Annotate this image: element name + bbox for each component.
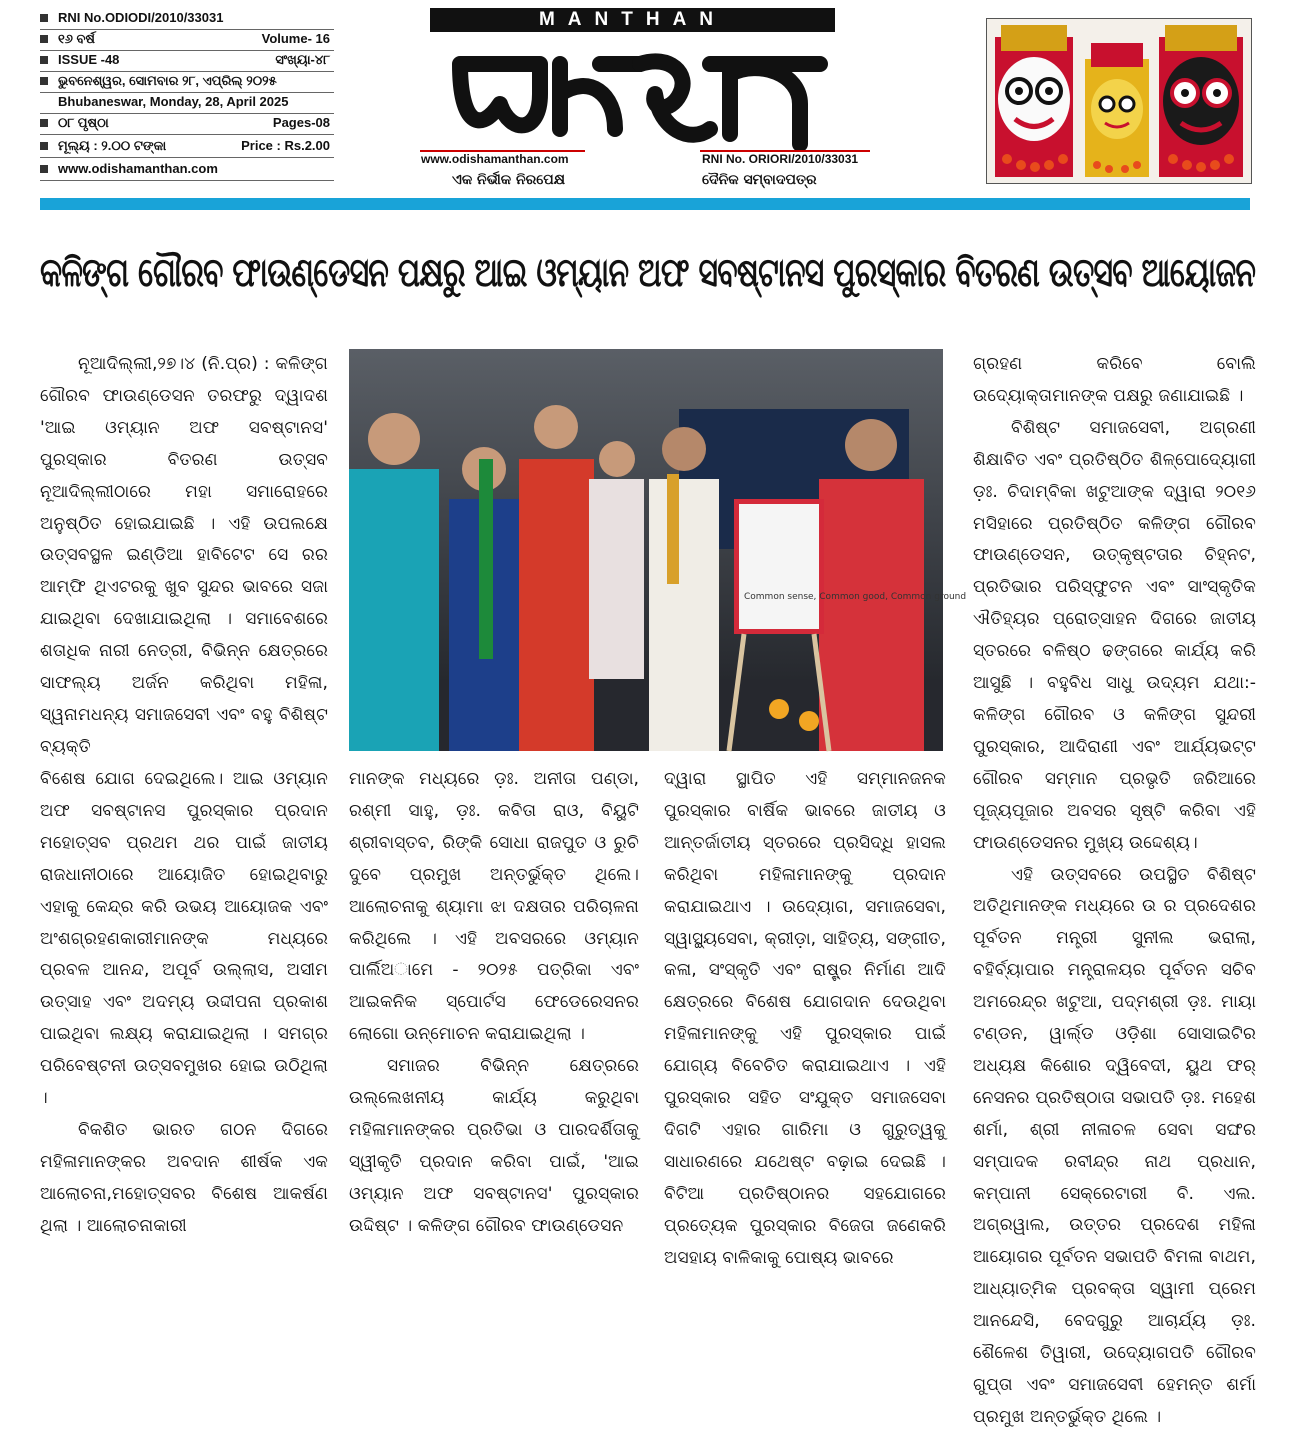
bullet-icon bbox=[40, 142, 48, 150]
article-col2-p2: ସମାଜର ବିଭିନ୍ନ କ୍ଷେତ୍ରରେ ଉଲ୍ଲେଖନୀୟ କାର୍ଯ୍ୟ କରୁଥିବା ମହିଳାମାନଙ୍କର ପ୍ରତିଭା ଓ ପାରଦର୍ଶିତାକୁ ସ୍ୱୀକୃତି ପ୍ରଦାନ କରିବା ପାଇଁ, 'ଆଇ ଓମ୍ୟାନ ଅଫ ସବଷ୍ଟାନସ' ପୁରସ୍କାର ଉଦ୍ଦିଷ୍ଟ । କଳିଙ୍ଗ ଗୌରବ ଫାଉଣ୍ଡେସନ bbox=[349, 1056, 639, 1236]
event-photo bbox=[349, 349, 967, 751]
bullet-icon bbox=[40, 14, 48, 22]
headline: କଳିଙ୍ଗ ଗୌରବ ଫାଉଣ୍ଡେସନ ପକ୍ଷରୁ ଆଇ ଓମ୍ୟାନ ଅଫ ସବଷ୍ଟାନସ ପୁରସ୍କାର ବିତରଣ ଉତ୍ସବ ଆୟୋଜନ bbox=[40, 250, 1256, 296]
deity-illustration bbox=[987, 19, 1251, 183]
article-col1-top: ନୂଆଦିଲ୍ଲୀ,୨୭।୪ (ନି.ପ୍ର) : କଳିଙ୍ଗ ଗୌରବ ଫାଉଣ୍ଡେସନ ତରଫରୁ ଦ୍ୱାଦଶ 'ଆଇ ଓମ୍ୟାନ ଅଫ ସବଷ୍ଟାନସ' ପୁରସ୍କାର ବିତରଣ ଉତ୍ସବ ନୂଆଦିଲ୍ଲୀଠାରେ ମହା ସମାରୋହରେ ଅନୁଷ୍ଠିତ ହୋଇଯାଇଛି । ଏହି ଉପଲକ୍ଷେ ଉତ୍ସବସ୍ଥଳ ଇଣ୍ଡିଆ ହାବିଟେଟ ସେ ରର ଆମ୍ଫି ଥିଏଟରକୁ ଖୁବ ସୁନ୍ଦର ଭାବରେ ସଜା ଯାଇଥିବା ଦେଖାଯାଇଥିଲା । ସମାବେଶରେ ଶତାଧିକ ନାରୀ ନେତ୍ରୀ, ବିଭିନ୍ନ କ୍ଷେତ୍ରରେ ସାଫଲ୍ୟ ଅର୍ଜନ କରିଥିବା ମହିଳା, ସ୍ୱନାମଧନ୍ୟ ସମାଜସେବୀ ଏବଂ ବହୁ ବିଶିଷ୍ଟ ବ୍ୟକ୍ତି bbox=[40, 354, 328, 757]
article-column-1-bottom bbox=[40, 764, 328, 1243]
svg-text:Common sense, Common good, Com: Common sense, Common good, Common ground bbox=[744, 592, 967, 602]
meta-issue: ISSUE -48 ସଂଖ୍ୟା-୪୮ bbox=[40, 50, 334, 72]
svg-text:ମନ୍ଥନ: ମନ୍ଥନ bbox=[440, 34, 443, 35]
manthan-logo bbox=[440, 34, 840, 162]
meta-volume: ୧୬ ବର୍ଷ Volume- 16 bbox=[40, 29, 334, 51]
meta-date-odia: ଭୁବନେଶ୍ୱର, ସୋମବାର ୨୮, ଏପ୍ରିଲ୍ ୨୦୨୫ bbox=[40, 71, 334, 93]
tagline-right: ଦୈନିକ ସମ୍ବାଦପତ୍ର bbox=[702, 172, 817, 188]
meta-pages: ୦୮ ପୃଷ୍ଠା Pages-08 bbox=[40, 113, 334, 135]
article-col4-p2: ବିଶିଷ୍ଟ ସମାଜସେବୀ, ଅଗ୍ରଣୀ ଶିକ୍ଷାବିତ ଏବଂ ପ୍ରତିଷ୍ଠିତ ଶିଳ୍ପୋଦ୍ୟୋଗୀ ଡ଼ଃ. ଚିଦାମ୍ବିକା ଖଟୁଆଙ୍କ ଦ୍ୱାରା ୨୦୧୬ ମସିହାରେ ପ୍ରତିଷ୍ଠିତ କଳିଙ୍ଗ ଗୌରବ ଫାଉଣ୍ଡେସନ, ଉତ୍କୃଷ୍ଟତାର ଚିହ୍ନଟ, ପ୍ରତିଭାର ପରିସ୍ଫୁଟନ ଏବଂ ସାଂସ୍କୃତିକ ଐତିହ୍ୟର ପ୍ରୋତ୍ସାହନ ଦିଗରେ ଜାତୀୟ ସ୍ତରରେ ବଳିଷ୍ଠ ଢଙ୍ଗରେ କାର୍ଯ୍ୟ କରି ଆସୁଛି । ବହୁବିଧ ସାଧୁ ଉଦ୍ୟମ ଯଥା:- କଳିଙ୍ଗ ଗୌରବ ଓ କଳିଙ୍ଗ ସୁନ୍ଦରୀ ପୁରସ୍କାର, ଆଦିରାଣୀ ଏବଂ ଆର୍ଯ୍ୟଭଟ୍ଟ ଗୌରବ ସମ୍ମାନ ପ୍ରଭୃତି ଜରିଆରେ ପୂଜ୍ୟପୂଜାର ଅବସର ସୃଷ୍ଟି କରିବା ଏହି ଫାଉଣ୍ଡେସନର ମୁଖ୍ୟ ଉଦ୍ଦେଶ୍ୟ। bbox=[973, 417, 1256, 853]
deity-image bbox=[986, 18, 1252, 184]
article-column-1 bbox=[40, 349, 328, 764]
logo-rni: RNI No. ORIORI/2010/33031 bbox=[702, 152, 859, 166]
tagline-left: ଏକ ନିର୍ଭୀକ ନିରପେକ୍ଷ bbox=[452, 172, 566, 188]
article-column-3 bbox=[664, 764, 946, 1275]
masthead-divider bbox=[40, 198, 1250, 210]
meta-price: ମୂଲ୍ୟ : ୨.୦୦ ଟଙ୍କା Price : Rs.2.00 bbox=[40, 136, 334, 158]
article-column-4 bbox=[973, 349, 1256, 1434]
meta-date-english: Bhubaneswar, Monday, 28, April 2025 bbox=[40, 92, 334, 114]
article-column-2 bbox=[349, 764, 639, 1243]
logo-website: www.odishamanthan.com bbox=[421, 152, 569, 166]
article-col3-p1: ଦ୍ୱାରା ସ୍ଥାପିତ ଏହି ସମ୍ମାନଜନକ ପୁରସ୍କାର ବାର୍ଷିକ ଭାବରେ ଜାତୀୟ ଓ ଆନ୍ତର୍ଜାତୀୟ ସ୍ତରରେ ପ୍ରସିଦ୍ଧି ହାସଲ କରିଥିବା ମହିଳାମାନଙ୍କୁ ପ୍ରଦାନ କରାଯାଇଥାଏ । ଉଦ୍ୟୋଗ, ସମାଜସେବା, ସ୍ୱାସ୍ଥ୍ୟସେବା, କ୍ରୀଡ଼ା, ସାହିତ୍ୟ, ସଙ୍ଗୀତ, କଳା, ସଂସ୍କୃତି ଏବଂ ରାଷ୍ଟ୍ର ନିର୍ମାଣ ଆଦି କ୍ଷେତ୍ରରେ ବିଶେଷ ଯୋଗଦାନ ଦେଉଥିବା ମହିଳାମାନଙ୍କୁ ଏହି ପୁରସ୍କାର ପାଇଁ ଯୋଗ୍ୟ ବିବେଚିତ କରାଯାଇଥାଏ । ଏହି ପୁରସ୍କାର ସହିତ ସଂଯୁକ୍ତ ସମାଜସେବା ଦିଗଟି ଏହାର ଗାରିମା ଓ ଗୁରୁତ୍ୱକୁ ସାଧାରଣରେ ଯଥେଷ୍ଟ ବଢ଼ାଇ ଦେଇଛି । ବିଟିଆ ପ୍ରତିଷ୍ଠାନର ସହଯୋଗରେ ପ୍ରତ୍ୟେକ ପୁରସ୍କାର ବିଜେତା ଜଣେକରି ଅସହାୟ ବାଳିକାକୁ ପୋଷ୍ୟ ଭାବରେ bbox=[664, 769, 946, 1268]
meta-website: www.odishamanthan.com bbox=[40, 159, 334, 181]
article-col1-p2: ବିକଶିତ ଭାରତ ଗଠନ ଦିଗରେ ମହିଳାମାନଙ୍କର ଅବଦାନ ଶୀର୍ଷକ ଏକ ଆଲୋଚନା,ମହୋତ୍ସବର ବିଶେଷ ଆକର୍ଷଣ ଥିଲା । ଆଲୋଚନାକାରୀ bbox=[40, 1119, 328, 1236]
bullet-icon bbox=[40, 35, 48, 43]
bullet-icon bbox=[40, 77, 48, 85]
article-col2-p1: ମାନଙ୍କ ମଧ୍ୟରେ ଡ଼ଃ. ଅନୀତା ପଣ୍ଡା, ରଶ୍ମୀ ସାହୁ, ଡ଼ଃ. କବିତା ରାଓ, ବିୟୁଟି ଶ୍ରୀବାସ୍ତବ, ରିଙ୍କି ସୋଧା ରାଜପୁତ ଓ ରୁଚି ଦୁବେ ପ୍ରମୁଖ ଅନ୍ତର୍ଭୁକ୍ତ ଥିଲେ। ଆଲୋଚନାକୁ ଶ୍ୟାମା ଝା ଦକ୍ଷତାର ପରିଚାଳନା କରିଥିଲେ । ଏହି ଅବସରରେ ଓମ୍ୟାନ ପାର୍ଲିଅାମେ - ୨୦୨୫ ପତ୍ରିକା ଏବଂ ଆଇକନିକ ସ୍ପୋର୍ଟସ ଫେଡେରେସନର ଲୋଗୋ ଉନ୍ମୋଚନ କରାଯାଇଥିଲା । bbox=[349, 769, 639, 1045]
article-col1-bottom: ବିଶେଷ ଯୋଗ ଦେଇଥିଲେ। ଆଇ ଓମ୍ୟାନ ଅଫ ସବଷ୍ଟାନସ ପୁରସ୍କାର ପ୍ରଦାନ ମହୋତ୍ସବ ପ୍ରଥମ ଥର ପାଇଁ ଜାତୀୟ ରାଜଧାନୀଠାରେ ଆୟୋଜିତ ହୋଇଥିବାରୁ ଏହାକୁ କେନ୍ଦ୍ର କରି ଉଭୟ ଆୟୋଜକ ଏବଂ ଅଂଶଗ୍ରହଣକାରୀମାନଙ୍କ ମଧ୍ୟରେ ପ୍ରବଳ ଆନନ୍ଦ, ଅପୂର୍ବ ଉଲ୍ଲାସ, ଅସୀମ ଉତ୍ସାହ ଏବଂ ଅଦମ୍ୟ ଉଦ୍ଦୀପନା ପ୍ରକାଶ ପାଇଥିବା ଲକ୍ଷ୍ୟ କରାଯାଇଥିଲା । ସମଗ୍ର ପରିବେଷ୍ଟନୀ ଉତ୍ସବମୁଖର ହୋଇ ଉଠିଥିଲା । bbox=[40, 769, 328, 1109]
event-photo-illustration bbox=[349, 349, 967, 751]
logo-bar: MANTHAN bbox=[430, 8, 835, 32]
article-col4-p1: ଗ୍ରହଣ କରିବେ ବୋଲି ଉଦ୍ୟୋକ୍ତାମାନଙ୍କ ପକ୍ଷରୁ ଜଣାଯାଇଛି । bbox=[973, 354, 1256, 406]
bullet-icon bbox=[40, 119, 48, 127]
bullet-icon bbox=[40, 165, 48, 173]
meta-rni: RNI No.ODIODI/2010/33031 bbox=[40, 8, 334, 30]
bullet-icon bbox=[40, 56, 48, 64]
article-col4-p3: ଏହି ଉତ୍ସବରେ ଉପସ୍ଥିତ ବିଶିଷ୍ଟ ଅତିଥିମାନଙ୍କ ମଧ୍ୟରେ ଉ ର ପ୍ରଦେଶର ପୂର୍ବତନ ମନ୍ତ୍ରୀ ସୁନୀଲ ଭରାଲା, ବହିର୍ବ୍ୟାପାର ମନ୍ତ୍ରାଳୟର ପୂର୍ବତନ ସଚିବ ଅମରେନ୍ଦ୍ର ଖଟୁଆ, ପଦ୍ମଶ୍ରୀ ଡ଼ଃ. ମାୟା ଟଣ୍ଡନ, ୱାର୍ଲ୍ଡ ଓଡ଼ିଶା ସୋସାଇଟିର ଅଧ୍ୟକ୍ଷ କିଶୋର ଦ୍ୱିବେଦୀ, ୟୁଥ ଫର୍ ନେସନର ପ୍ରତିଷ୍ଠାତା ସଭାପତି ଡ଼ଃ. ମହେଶ ଶର୍ମା, ଶ୍ରୀ ନୀଳାଚଳ ସେବା ସଙ୍ଘର ସମ୍ପାଦକ ରବୀନ୍ଦ୍ର ନାଥ ପ୍ରଧାନ, କମ୍ପାନୀ ସେକ୍ରେଟାରୀ ବି. ଏଲ. ଅଗ୍ରୱାଲ, ଉତ୍ତର ପ୍ରଦେଶ ମହିଳା ଆୟୋଗର ପୂର୍ବତନ ସଭାପତି ବିମଳା ବାଥମ, ଆଧ୍ୟାତ୍ମିକ ପ୍ରବକ୍ତା ସ୍ୱାମୀ ପ୍ରେମ ଆନନ୍ଦେସି, ବେଦଗୁରୁ ଆଚାର୍ଯ୍ୟ ଡ଼ଃ. ଶୈଳେଶ ତିୱାରୀ, ଉଦ୍ୟୋଗପତି ଗୌରବ ଗୁପ୍ତା ଏବଂ ସମାଜସେବୀ ହେମନ୍ତ ଶର୍ମା ପ୍ରମୁଖ ଅନ୍ତର୍ଭୁକ୍ତ ଥିଲେ । bbox=[973, 864, 1256, 1427]
